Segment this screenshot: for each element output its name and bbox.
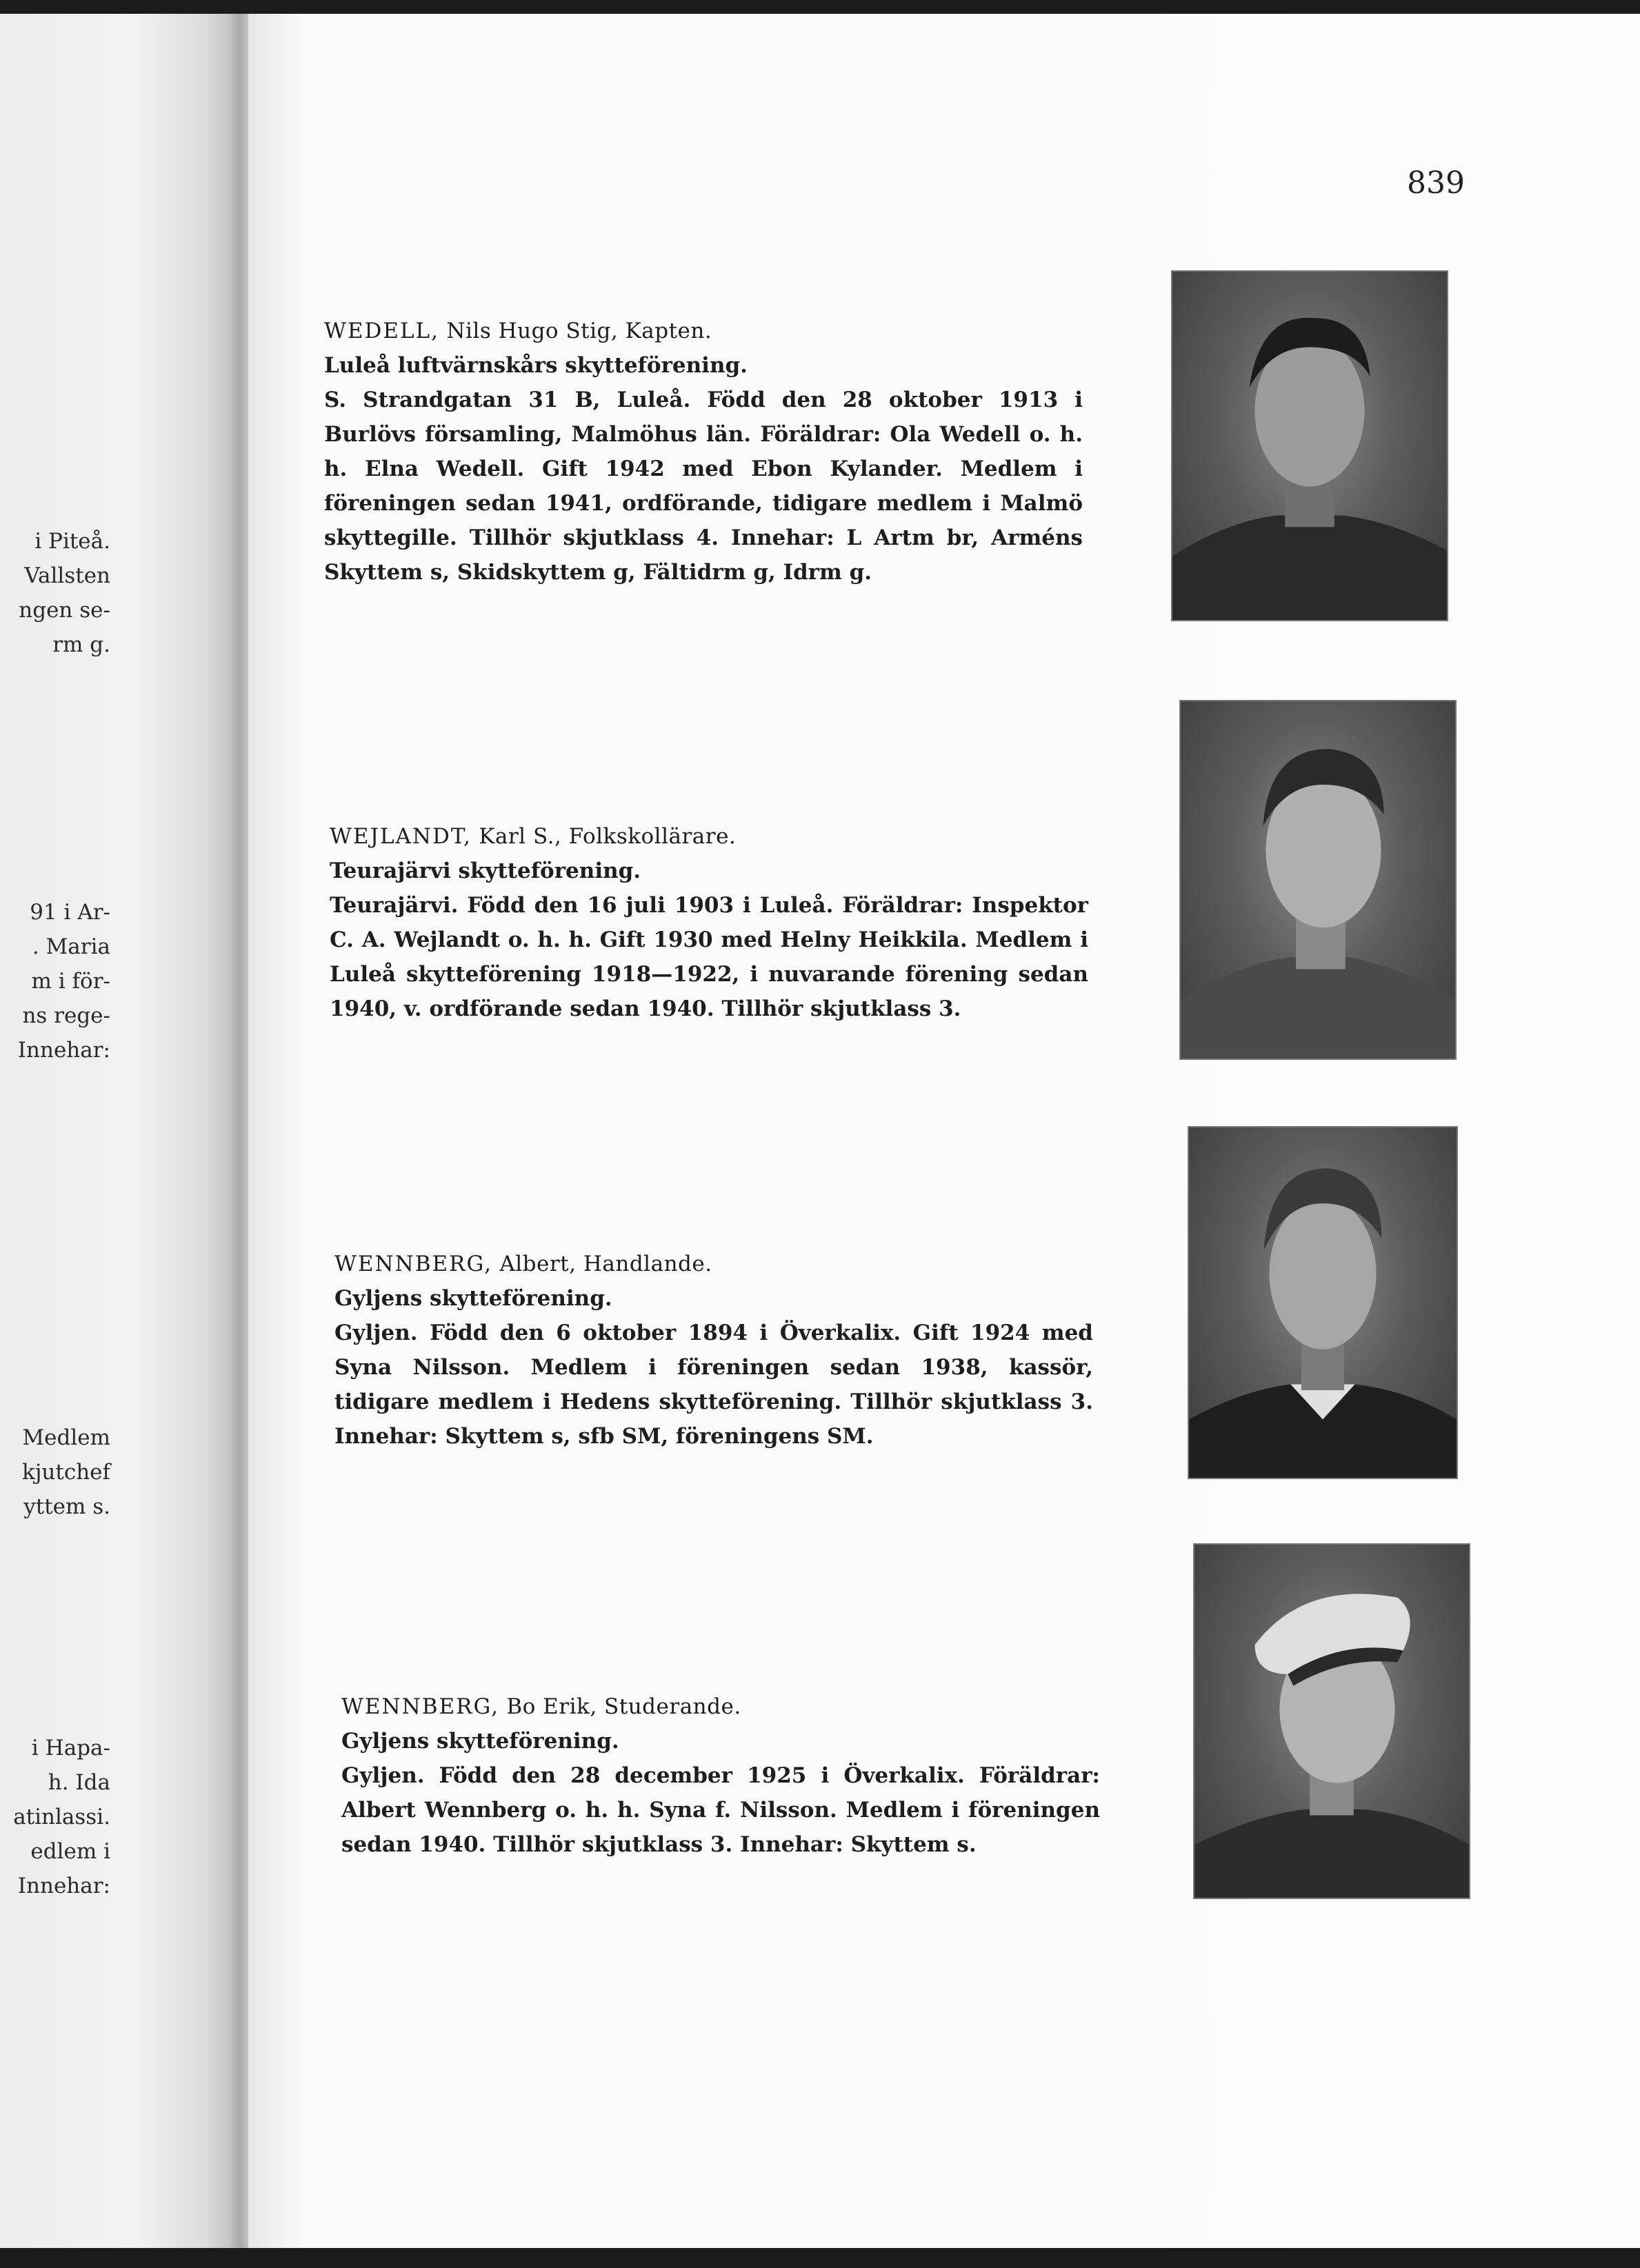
left-page-fragment: yttem s. bbox=[23, 1494, 110, 1519]
left-page-fragment: h. Ida bbox=[48, 1770, 110, 1795]
entry-biography: Gyljen. Född den 6 oktober 1894 i Överkalix. Gift 1924 med Syna Nilsson. Medlem i föreningen sedan 1938, kassör, tidigare medlem i Hedens skytteförening. Tillhör skjutklass 3. Innehar: Skyttem s, sfb SM, föreningens SM. bbox=[334, 1321, 1093, 1449]
entry-name bbox=[330, 819, 1088, 854]
portrait-silhouette bbox=[1194, 1545, 1469, 1898]
left-page-fragment: m i för- bbox=[31, 969, 110, 994]
entry-association: Teurajärvi skytteförening. bbox=[330, 859, 641, 883]
portrait-photo bbox=[1171, 270, 1448, 621]
entry-biography: Teurajärvi. Född den 16 juli 1903 i Luleå. Föräldrar: Inspektor C. A. Wejlandt o. h. h. Gift 1930 med Helny Heikkila. Medlem i Luleå skytteförening 1918—1922, i nuvarande förening sedan 1940, v. ordförande sedan 1940. Tillhör skjutklass 3. bbox=[330, 893, 1088, 1021]
portrait-photo bbox=[1179, 700, 1457, 1060]
portrait-silhouette bbox=[1181, 701, 1455, 1058]
biography-entry bbox=[324, 314, 1083, 590]
left-page-fragment: i Hapa- bbox=[31, 1736, 110, 1760]
entry-association: Luleå luftvärnskårs skytteförening. bbox=[324, 353, 748, 378]
left-page-fragment: atinlassi. bbox=[13, 1805, 110, 1829]
entry-given-names: Albert, Handlande. bbox=[492, 1252, 712, 1276]
entry-given-names: Nils Hugo Stig, Kapten. bbox=[439, 319, 712, 343]
left-page-fragment: Medlem bbox=[22, 1425, 110, 1450]
left-page-fragment: edlem i bbox=[30, 1839, 110, 1864]
left-page-fragment: Innehar: bbox=[17, 1038, 110, 1063]
left-page-fragment: 91 i Ar- bbox=[30, 900, 110, 925]
portrait-silhouette bbox=[1172, 272, 1447, 620]
left-page-fragment: kjutchef bbox=[22, 1460, 110, 1485]
entry-surname: WEJLANDT, bbox=[330, 824, 472, 849]
entry-surname: WEDELL, bbox=[324, 319, 440, 343]
biography-entry bbox=[334, 1247, 1093, 1454]
entry-given-names: Karl S., Folkskollärare. bbox=[471, 824, 737, 849]
left-page-fragment: ns rege- bbox=[22, 1003, 110, 1028]
entry-given-names: Bo Erik, Studerande. bbox=[499, 1694, 741, 1719]
left-page-fragment: ngen se- bbox=[19, 598, 110, 623]
left-page-fragment: i Piteå. bbox=[34, 529, 110, 554]
entry-association: Gyljens skytteförening. bbox=[334, 1286, 612, 1311]
left-page-fragment: Vallsten bbox=[24, 563, 110, 588]
portrait-photo bbox=[1188, 1126, 1458, 1479]
entry-name bbox=[334, 1247, 1093, 1281]
entry-biography: S. Strandgatan 31 B, Luleå. Född den 28 oktober 1913 i Burlövs församling, Malmöhus län. Föräldrar: Ola Wedell o. h. h. Elna Wedell. Gift 1942 med Ebon Kylander. Medlem i föreningen sedan 1941, ordförande, tidigare medlem i Malmö skyttegille. Tillhör skjutklass 4. Innehar: L Artm br, Arméns Skyttem s, Skidskyttem g, Fältidrm g, Idrm g. bbox=[324, 388, 1083, 585]
left-page-fragment: . Maria bbox=[32, 934, 110, 959]
opposite-page bbox=[0, 14, 241, 2248]
entry-name bbox=[341, 1689, 1100, 1724]
entry-name bbox=[324, 314, 1083, 348]
entry-association: Gyljens skytteförening. bbox=[341, 1729, 619, 1754]
entry-surname: WENNBERG, bbox=[341, 1694, 500, 1719]
biography-entry bbox=[341, 1689, 1100, 1862]
left-page-fragment: rm g. bbox=[52, 632, 110, 657]
portrait-photo bbox=[1193, 1543, 1470, 1899]
entry-biography: Gyljen. Född den 28 december 1925 i Överkalix. Föräldrar: Albert Wennberg o. h. h. Syna f. Nilsson. Medlem i föreningen sedan 1940. Tillhör skjutklass 3. Innehar: Skyttem s. bbox=[341, 1763, 1100, 1857]
left-page-fragment: Innehar: bbox=[17, 1874, 110, 1898]
biography-entry bbox=[330, 819, 1088, 1026]
page-number: 839 bbox=[1407, 165, 1465, 201]
entry-surname: WENNBERG, bbox=[334, 1252, 493, 1276]
portrait-silhouette bbox=[1189, 1127, 1457, 1478]
